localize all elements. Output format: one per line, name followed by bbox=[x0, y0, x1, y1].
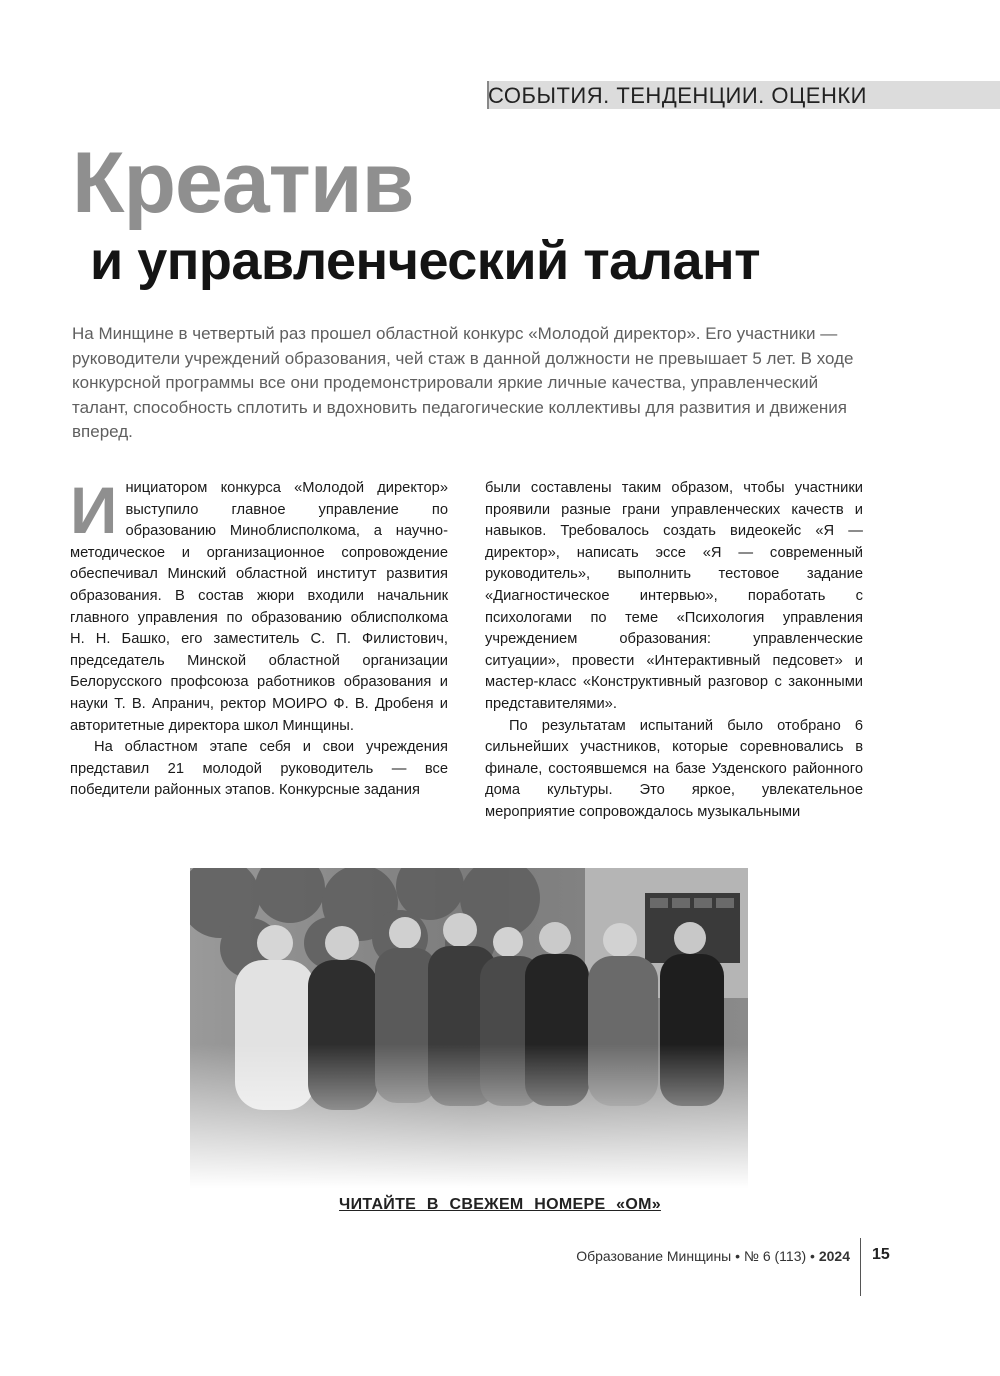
footer-journal-title: Образование Минщины • № 6 (113) • bbox=[576, 1248, 819, 1264]
article-paragraph-3: были составлены таким образом, чтобы участники проявили разные грани управленческих качеств и навыков. Требовалось создать видеокейс «Я — директор», написать эссе «Я — современный руководитель», выполнить тестовое задание «Диагностическое интервью», поработать с психологами по теме «Психология управления учреждением образования: управленческие ситуации», провести «Интерактивный педсовет» и мастер-класс «Конструктивный разговор с законными представителями». bbox=[485, 480, 863, 712]
title-sub: и управленческий талант bbox=[90, 231, 761, 291]
article-column-right bbox=[485, 478, 863, 824]
promo-link[interactable]: ЧИТАЙТЕ В СВЕЖЕМ НОМЕРЕ «ОМ» bbox=[339, 1196, 661, 1213]
drop-cap: И bbox=[70, 473, 118, 547]
group-photo bbox=[190, 868, 748, 1188]
article-paragraph-4: По результатам испытаний было отобрано 6 сильнейших участников, которые соревновались в финале, состоявшемся на базе Узденского районного дома культуры. Это яркое, увлекательное мероприятие сопровождалось музыкальными bbox=[485, 717, 863, 820]
section-label: СОБЫТИЯ. ТЕНДЕНЦИИ. ОЦЕНКИ bbox=[488, 83, 867, 108]
footer-journal bbox=[576, 1248, 850, 1264]
article-column-left bbox=[70, 473, 448, 802]
page-number: 15 bbox=[872, 1246, 890, 1263]
article-paragraph-1-text: нициатором конкурса «Молодой директор» выступило главное управление по образованию Миноблисполкома, а научно-методическое и организационное сопровождение обеспечивал Минский областной институт развития образования. В состав жюри входили начальник главного управления по образованию облисполкома Н. Н. Башко, его заместитель С. П. Филистович, председатель Минской областной организации Белорусского профсоюза работников образования и науки Т. В. Апранич, ректор МОИРО Ф. В. Дробеня и авторитетные директора школ Минщины. bbox=[70, 480, 448, 734]
title-main: Креатив bbox=[72, 135, 414, 231]
group-photo-illustration bbox=[190, 868, 748, 1188]
article-paragraph-2: На областном этапе себя и свои учреждения представил 21 молодой руководитель — все победители районных этапов. Конкурсные задания bbox=[70, 739, 448, 799]
article-paragraph-1 bbox=[70, 473, 448, 737]
footer-year: 2024 bbox=[818, 1248, 850, 1264]
lead-paragraph: На Минщине в четвертый раз прошел областной конкурс «Молодой директор». Его участники — руководители учреждений образования, чей стаж в данной должности не превышает 5 лет. В ходе конкурсной программы все они продемонстрировали яркие личные качества, управленческий талант, способность сплотить и вдохновить педагогические коллективы для развития и движения вперед. bbox=[72, 324, 854, 441]
section-header-bar bbox=[487, 81, 1000, 109]
page-number-divider bbox=[860, 1238, 861, 1296]
